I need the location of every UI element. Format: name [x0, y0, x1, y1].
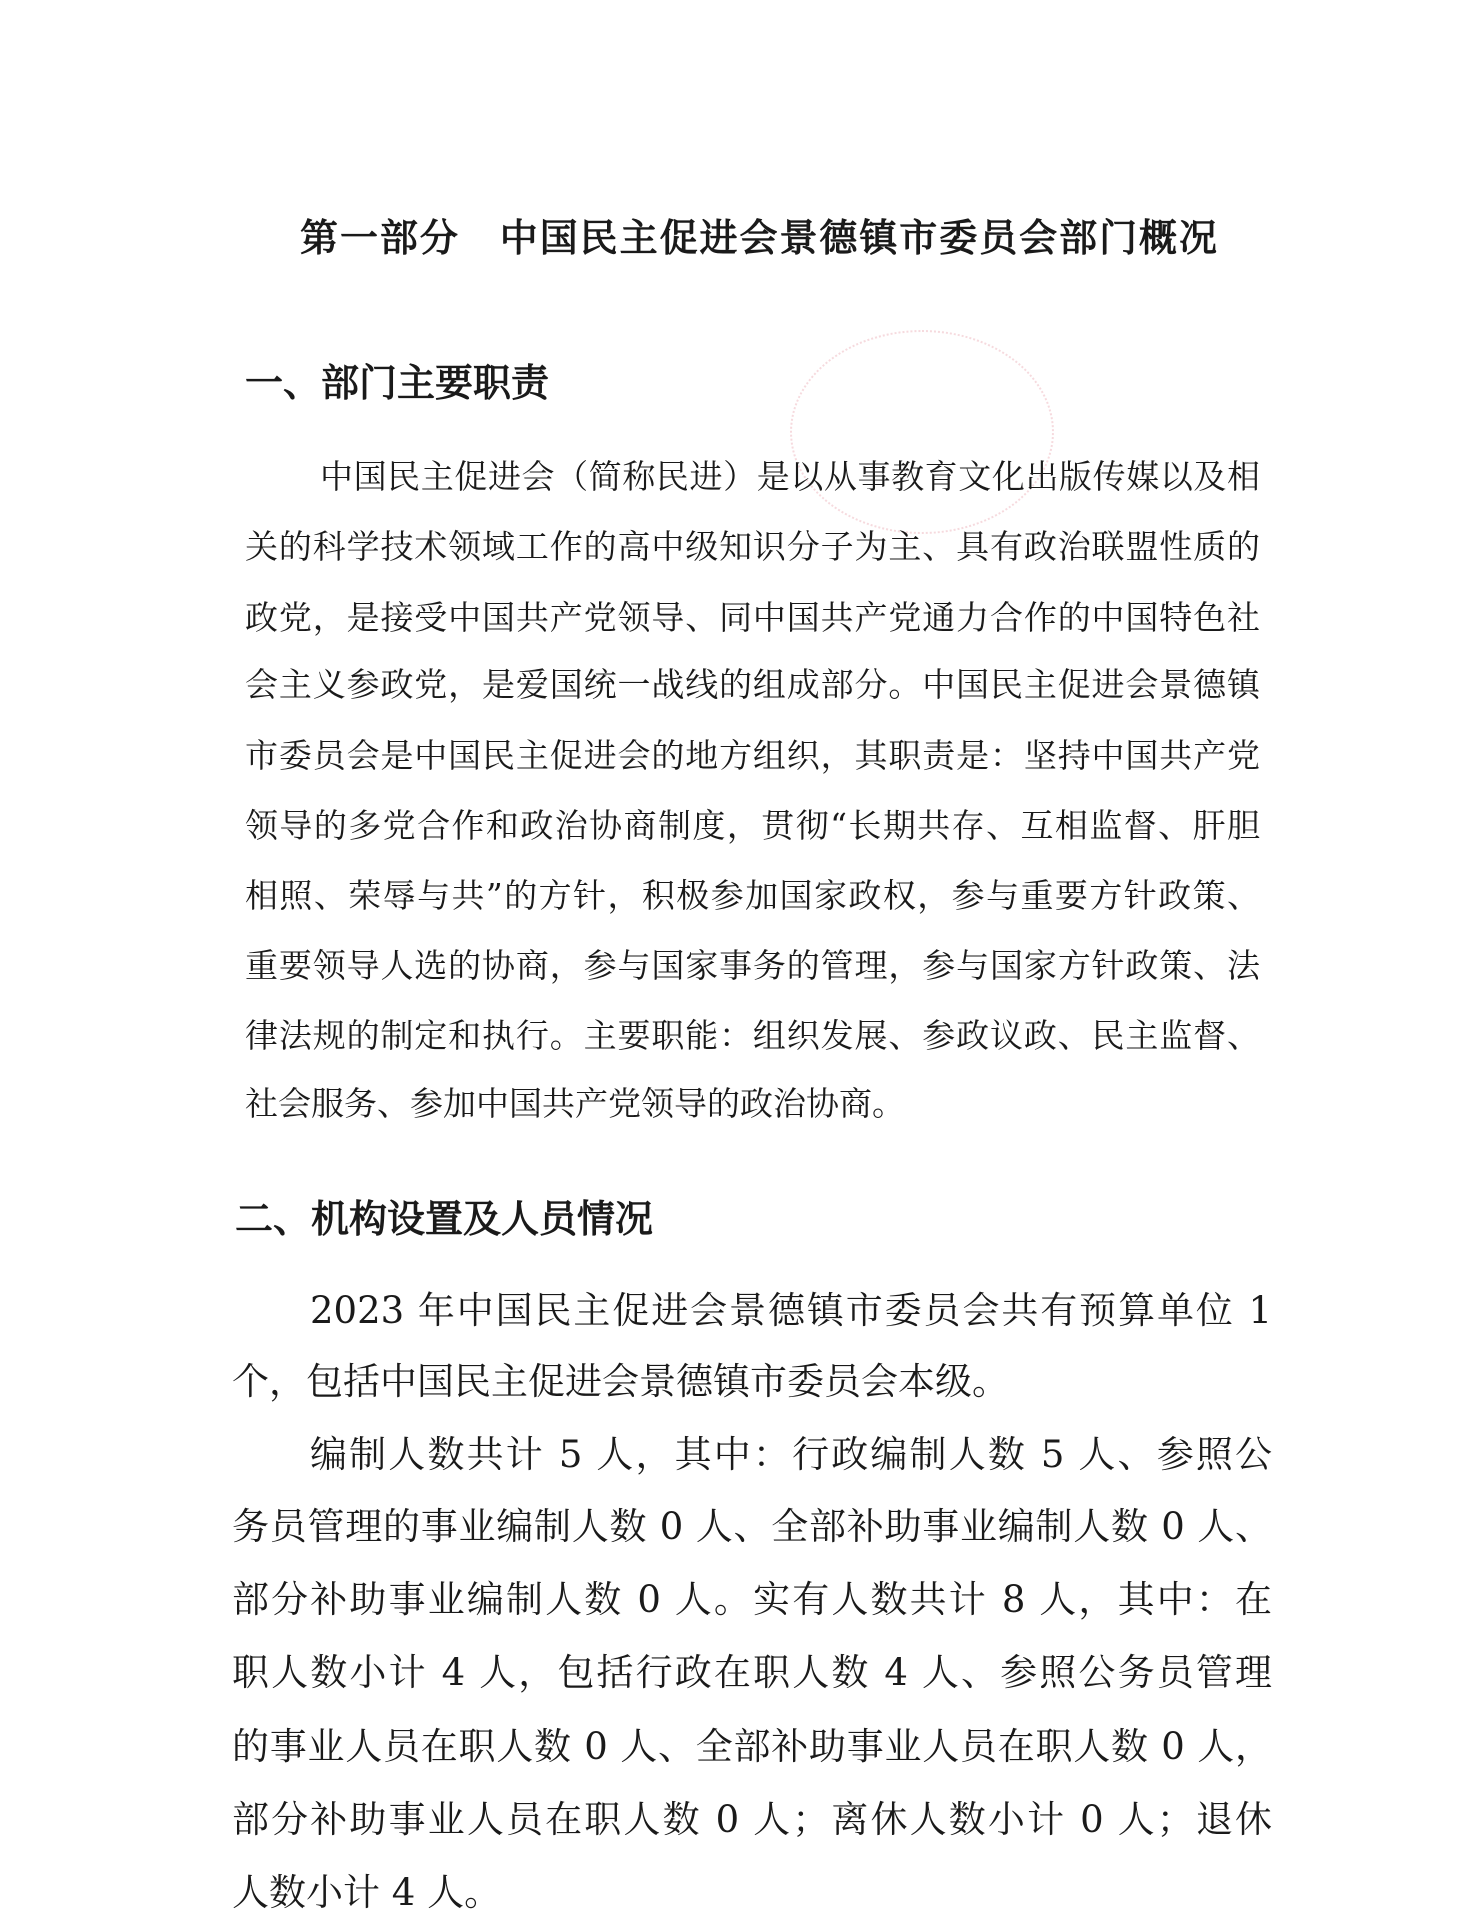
text-line: 务员管理的事业编制人数 0 人、全部补助事业编制人数 0 人、 [232, 1505, 1272, 1548]
text-line: 相照、荣辱与共”的方针，积极参加国家政权，参与重要方针政策、 [245, 876, 1260, 915]
text-line: 律法规的制定和执行。主要职能：组织发展、参政议政、民主监督、 [245, 1016, 1260, 1055]
text-line: 职人数小计 4 人，包括行政在职人数 4 人、参照公务员管理 [232, 1651, 1272, 1694]
section-heading-duties: 一、部门主要职责 [245, 360, 550, 405]
text-line: 政党，是接受中国共产党领导、同中国共产党通力合作的中国特色社 [245, 598, 1260, 637]
text-line: 会主义参政党，是爱国统一战线的组成部分。中国民主促进会景德镇 [245, 665, 1260, 704]
text-line: 编制人数共计 5 人，其中：行政编制人数 5 人、参照公 [310, 1433, 1272, 1476]
text-line: 重要领导人选的协商，参与国家事务的管理，参与国家方针政策、法 [245, 946, 1260, 985]
page-title: 第一部分 中国民主促进会景德镇市委员会部门概况 [300, 215, 1217, 260]
text-line: 中国民主促进会（简称民进）是以从事教育文化出版传媒以及相 [320, 457, 1260, 496]
text-line: 个，包括中国民主促进会景德镇市委员会本级。 [232, 1360, 1009, 1403]
text-line: 人数小计 4 人。 [232, 1871, 502, 1914]
text-line: 领导的多党合作和政治协商制度，贯彻“长期共存、互相监督、肝胆 [245, 806, 1260, 845]
text-line: 部分补助事业编制人数 0 人。实有人数共计 8 人，其中：在 [232, 1578, 1272, 1621]
section-heading-organization: 二、机构设置及人员情况 [235, 1196, 654, 1241]
text-line: 市委员会是中国民主促进会的地方组织，其职责是：坚持中国共产党 [245, 736, 1260, 775]
text-line: 社会服务、参加中国共产党领导的政治协商。 [245, 1084, 905, 1123]
text-line: 2023 年中国民主促进会景德镇市委员会共有预算单位 1 [310, 1289, 1272, 1332]
text-line: 的事业人员在职人数 0 人、全部补助事业人员在职人数 0 人， [232, 1725, 1272, 1768]
text-line: 关的科学技术领域工作的高中级知识分子为主、具有政治联盟性质的 [245, 527, 1260, 566]
text-line: 部分补助事业人员在职人数 0 人；离休人数小计 0 人；退休 [232, 1798, 1272, 1841]
faint-seal-stamp [790, 330, 1054, 534]
